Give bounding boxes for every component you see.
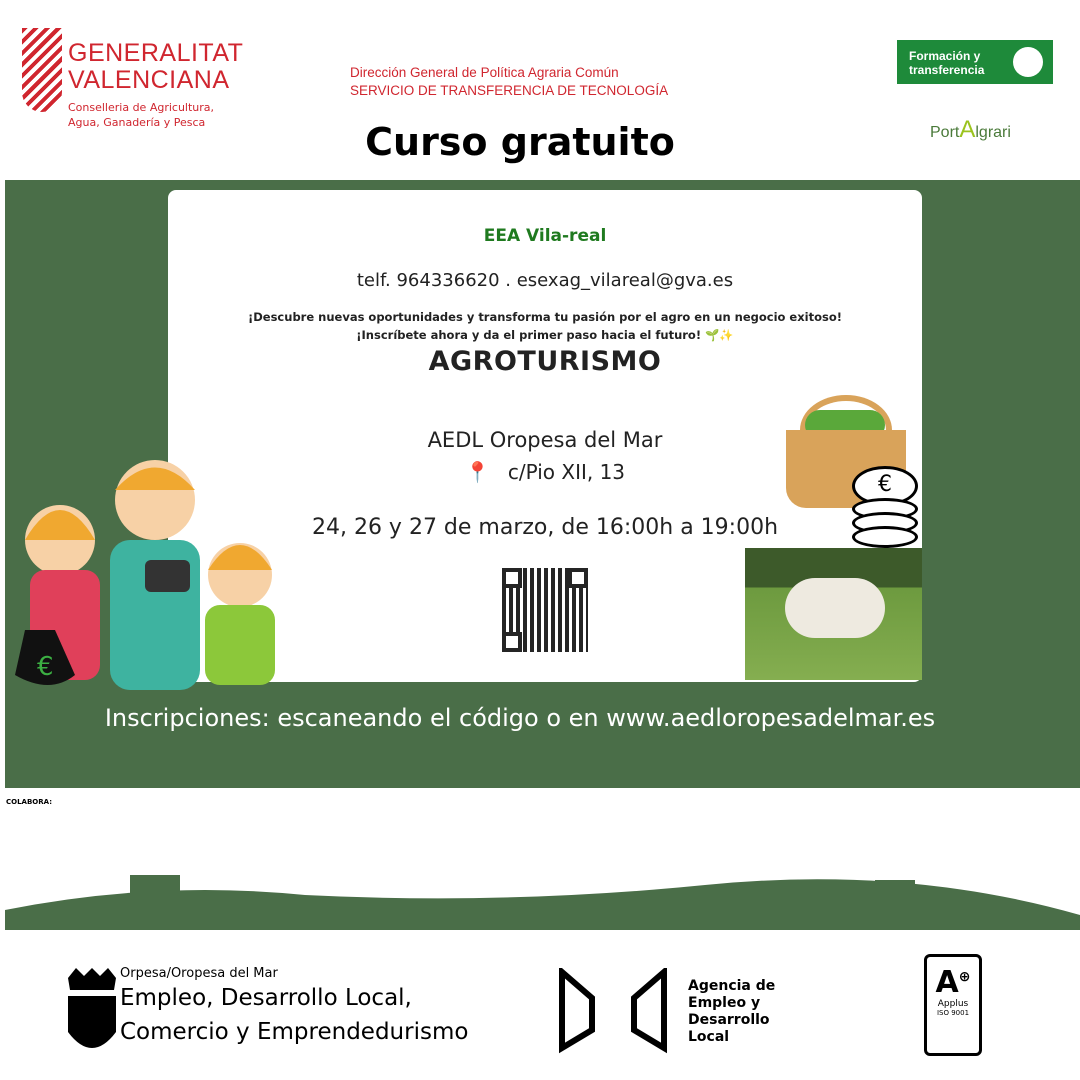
svg-text:€: € — [37, 652, 54, 682]
adl-logo-mark — [558, 968, 670, 1054]
map-pin-icon: 📍 — [464, 460, 490, 484]
promo-line-2: ¡Inscríbete ahora y da el primer paso hacia el futuro! 🌱✨ — [356, 328, 734, 342]
oropesa-crest-logo — [64, 968, 120, 1060]
portal-agrari-logo: PortAlgrari — [930, 116, 1011, 143]
euro-coins-icon: € — [852, 466, 922, 546]
oropesa-department-logo: Orpesa/Oropesa del Mar Empleo, Desarrollo Local, Comercio y Emprendedurismo — [120, 966, 469, 1045]
promo-line-1: ¡Descubre nuevas oportunidades y transforma tu pasión por el agro en un negocio exitoso! — [248, 310, 842, 324]
apple-icon — [1013, 47, 1043, 77]
venue: AEDL Oropesa del Mar — [427, 428, 663, 452]
formacion-transferencia-logo: Formación y transferencia — [897, 40, 1053, 84]
conselleria-text: Conselleria de Agricultura, Agua, Ganadería y Pesca — [68, 101, 215, 129]
direccion-general: Dirección General de Política Agraria Común SERVICIO DE TRANSFERENCIA DE TECNOLOGÍA — [350, 65, 669, 98]
generalitat-logo-text: GENERALITAT VALENCIANA — [68, 39, 244, 94]
gv-shield-logo — [22, 28, 62, 112]
registration-info: Inscripciones: escaneando el código o en www.aedloropesadelmar.es — [104, 704, 936, 732]
family-tourists-illustration — [15, 450, 280, 690]
page-title: Curso gratuito — [365, 120, 675, 164]
address: 📍 c/Pio XII, 13 — [464, 460, 626, 484]
contact-info: telf. 964336620 . esexag_vilareal@gva.es — [356, 270, 734, 291]
center-name: EEA Vila-real — [483, 226, 607, 246]
colabora-label: COLABORA: — [6, 798, 52, 806]
qr-code[interactable] — [502, 568, 588, 652]
course-name: AGROTURISMO — [428, 346, 662, 377]
lamb-photo — [745, 548, 922, 680]
farm-landscape-silhouette — [5, 860, 1080, 930]
agencia-empleo-logo: Agencia de Empleo y Desarrollo Local — [688, 978, 776, 1045]
applus-iso-certification-badge: A⊕ Applus ISO 9001 — [924, 954, 982, 1056]
course-dates: 24, 26 y 27 de marzo, de 16:00h a 19:00h — [311, 515, 779, 540]
